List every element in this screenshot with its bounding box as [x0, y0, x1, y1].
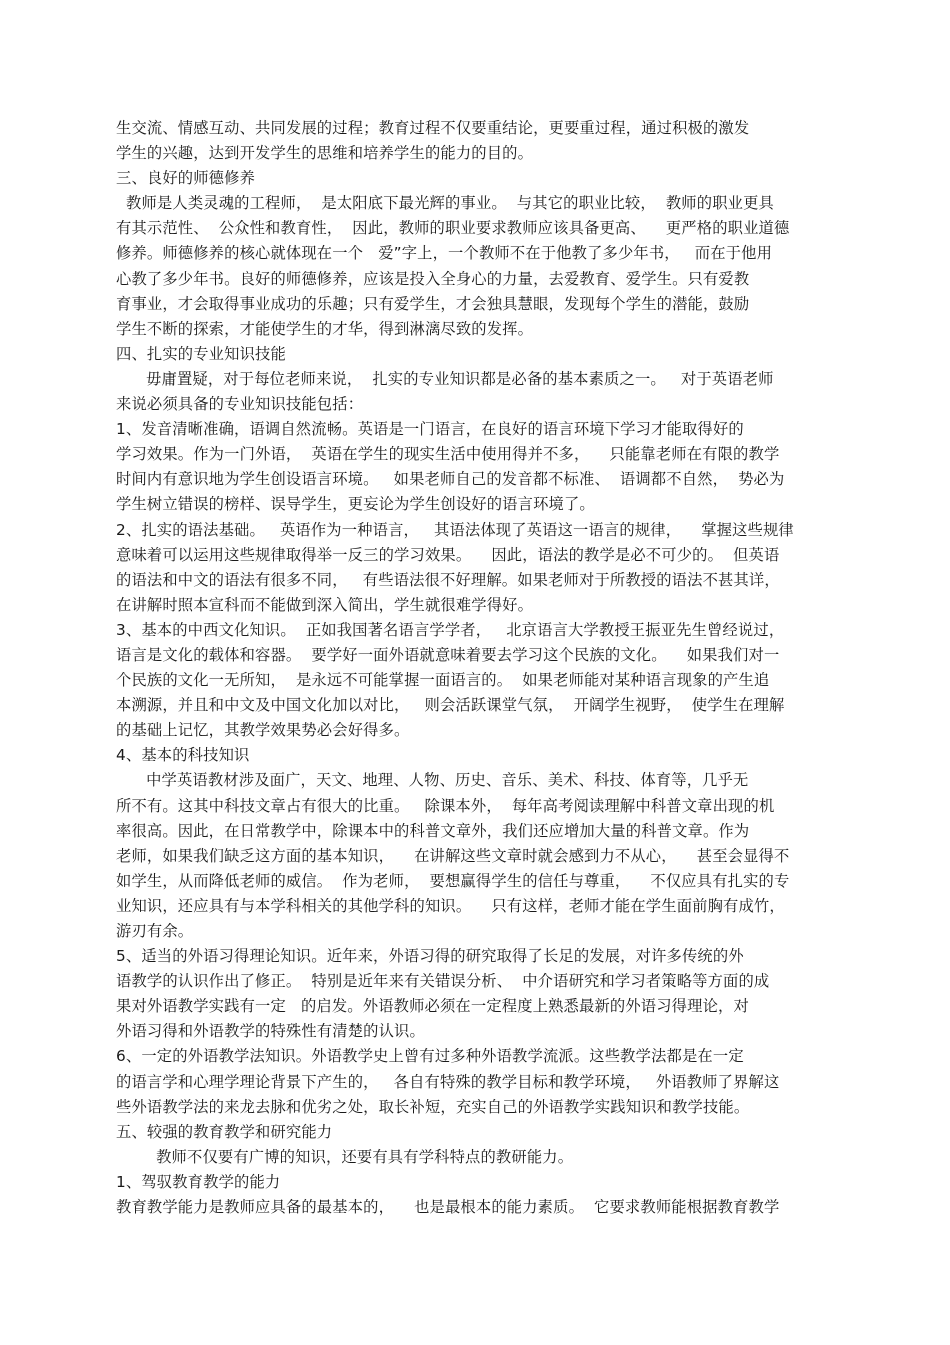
text-line: 教师是人类灵魂的工程师， 是太阳底下最光辉的事业。 与其它的职业比较， 教师的职业更具	[116, 194, 774, 213]
text-line: 教育教学能力是教师应具备的最基本的， 也是最根本的能力素质。 它要求教师能根据教育教学	[116, 1198, 780, 1217]
text-line: 来说必须具备的专业知识技能包括：	[116, 395, 364, 414]
text-line: 生交流、情感互动、共同发展的过程；教育过程不仅要重结论，更要重过程，通过积极的激发	[116, 119, 750, 137]
text-line: 2、扎实的语法基础。 英语作为一种语言， 其语法体现了英语这一语言的规律， 掌握这些规律	[116, 520, 794, 539]
text-line: 意味着可以运用这些规律取得举一反三的学习效果。 因此，语法的教学是必不可少的。 但英语	[116, 545, 780, 564]
text-line: 果对外语教学实践有一定 的启发。外语教师必须在一定程度上熟悉最新的外语习得理论，对	[116, 997, 749, 1016]
text-line: 学习效果。作为一门外语， 英语在学生的现实生活中使用得并不多， 只能靠老师在有限的教学	[116, 445, 780, 464]
text-line: 修养。师德修养的核心就体现在一个 爱”字上，一个教师不在于他教了多少年书， 而在于他用	[116, 244, 773, 263]
text-line: 些外语教学法的来龙去脉和优劣之处，取长补短，充实自己的外语教学实践知识和教学技能。	[116, 1097, 750, 1116]
text-line: 率很高。因此，在日常教学中，除课本中的科普文章外，我们还应增加大量的科普文章。作为	[116, 821, 750, 840]
text-line: 本溯源，并且和中文及中国文化加以对比， 则会活跃课堂气氛， 开阔学生视野， 使学生在理解	[116, 696, 785, 715]
text-line: 四、扎实的专业知识技能	[116, 344, 286, 363]
text-line: 语教学的认识作出了修正。 特别是近年来有关错误分析、 中介语研究和学习者策略等方面的成	[116, 972, 770, 991]
text-line: 学生的兴趣，达到开发学生的思维和培养学生的能力的目的。	[116, 144, 534, 163]
text-line: 个民族的文化一无所知， 是永远不可能掌握一面语言的。 如果老师能对某种语言现象的产生追	[116, 671, 770, 690]
text-line: 教师不仅要有广博的知识，还要有具有学科特点的教研能力。	[116, 1147, 574, 1166]
text-line: 6、一定的外语教学法知识。外语教学史上曾有过多种外语教学流派。这些教学法都是在一定	[116, 1047, 744, 1066]
text-line: 语言是文化的载体和容器。 要学好一面外语就意味着要去学习这个民族的文化。 如果我们对一	[116, 645, 780, 664]
text-line: 三、良好的师德修养	[116, 169, 256, 188]
text-line: 4、基本的科技知识	[116, 746, 250, 765]
text-line: 1、驾驭教育教学的能力	[116, 1172, 281, 1191]
text-line: 3、基本的中西文化知识。 正如我国著名语言学学者， 北京语言大学教授王振亚先生曾经说过，	[116, 620, 785, 639]
text-line: 如学生，从而降低老师的威信。 作为老师， 要想赢得学生的信任与尊重， 不仅应具有扎实的专	[116, 871, 790, 890]
text-line: 心教了多少年书。良好的师德修养，应该是投入全身心的力量，去爱教育、爱学生。只有爱教	[116, 269, 750, 288]
text-line: 1、发音清晰准确，语调自然流畅。英语是一门语言，在良好的语言环境下学习才能取得好的	[116, 420, 744, 439]
text-line: 学生树立错误的榜样、误导学生，更妄论为学生创设好的语言环境了。	[116, 495, 595, 514]
text-line: 所不有。这其中科技文章占有很大的比重。 除课本外， 每年高考阅读理解中科普文章出现的机	[116, 796, 775, 815]
text-line: 的语言学和心理学理论背景下产生的， 各自有特殊的教学目标和教学环境， 外语教师了界解这	[116, 1072, 780, 1091]
text-line: 五、较强的教育教学和研究能力	[116, 1122, 333, 1141]
text-line: 学生不断的探索，才能使学生的才华，得到淋漓尽致的发挥。	[116, 319, 534, 338]
text-line: 毋庸置疑，对于每位老师来说， 扎实的专业知识都是必备的基本素质之一。 对于英语老师	[116, 369, 774, 388]
text-line: 育事业，才会取得事业成功的乐趣；只有爱学生，才会独具慧眼，发现每个学生的潜能，鼓励	[116, 294, 750, 313]
text-line: 有其示范性、 公众性和教育性， 因此，教师的职业要求教师应该具备更高、 更严格的职业道德	[116, 219, 790, 238]
text-line: 时间内有意识地为学生创设语言环境。 如果老师自己的发音都不标准、 语调都不自然， 势必为	[116, 470, 785, 489]
text-line: 中学英语教材涉及面广，天文、地理、人物、历史、音乐、美术、科技、体育等，几乎无	[116, 771, 749, 790]
text-line: 业知识，还应具有与本学科相关的其他学科的知识。 只有这样，老师才能在学生面前胸有成竹，	[116, 896, 785, 915]
text-line: 游刃有余。	[116, 922, 194, 940]
text-line: 老师，如果我们缺乏这方面的基本知识， 在讲解这些文章时就会感到力不从心， 甚至会显得不	[116, 846, 790, 865]
document-body	[116, 116, 896, 1220]
text-line: 的基础上记忆，其教学效果势必会好得多。	[116, 721, 410, 740]
text-line: 的语法和中文的语法有很多不同， 有些语法很不好理解。如果老师对于所教授的语法不甚其详，	[116, 570, 780, 589]
text-line: 5、适当的外语习得理论知识。近年来，外语习得的研究取得了长足的发展，对许多传统的外	[116, 947, 744, 966]
text-line: 在讲解时照本宣科而不能做到深入简出，学生就很难学得好。	[116, 595, 534, 614]
text-line: 外语习得和外语教学的特殊性有清楚的认识。	[116, 1022, 425, 1041]
